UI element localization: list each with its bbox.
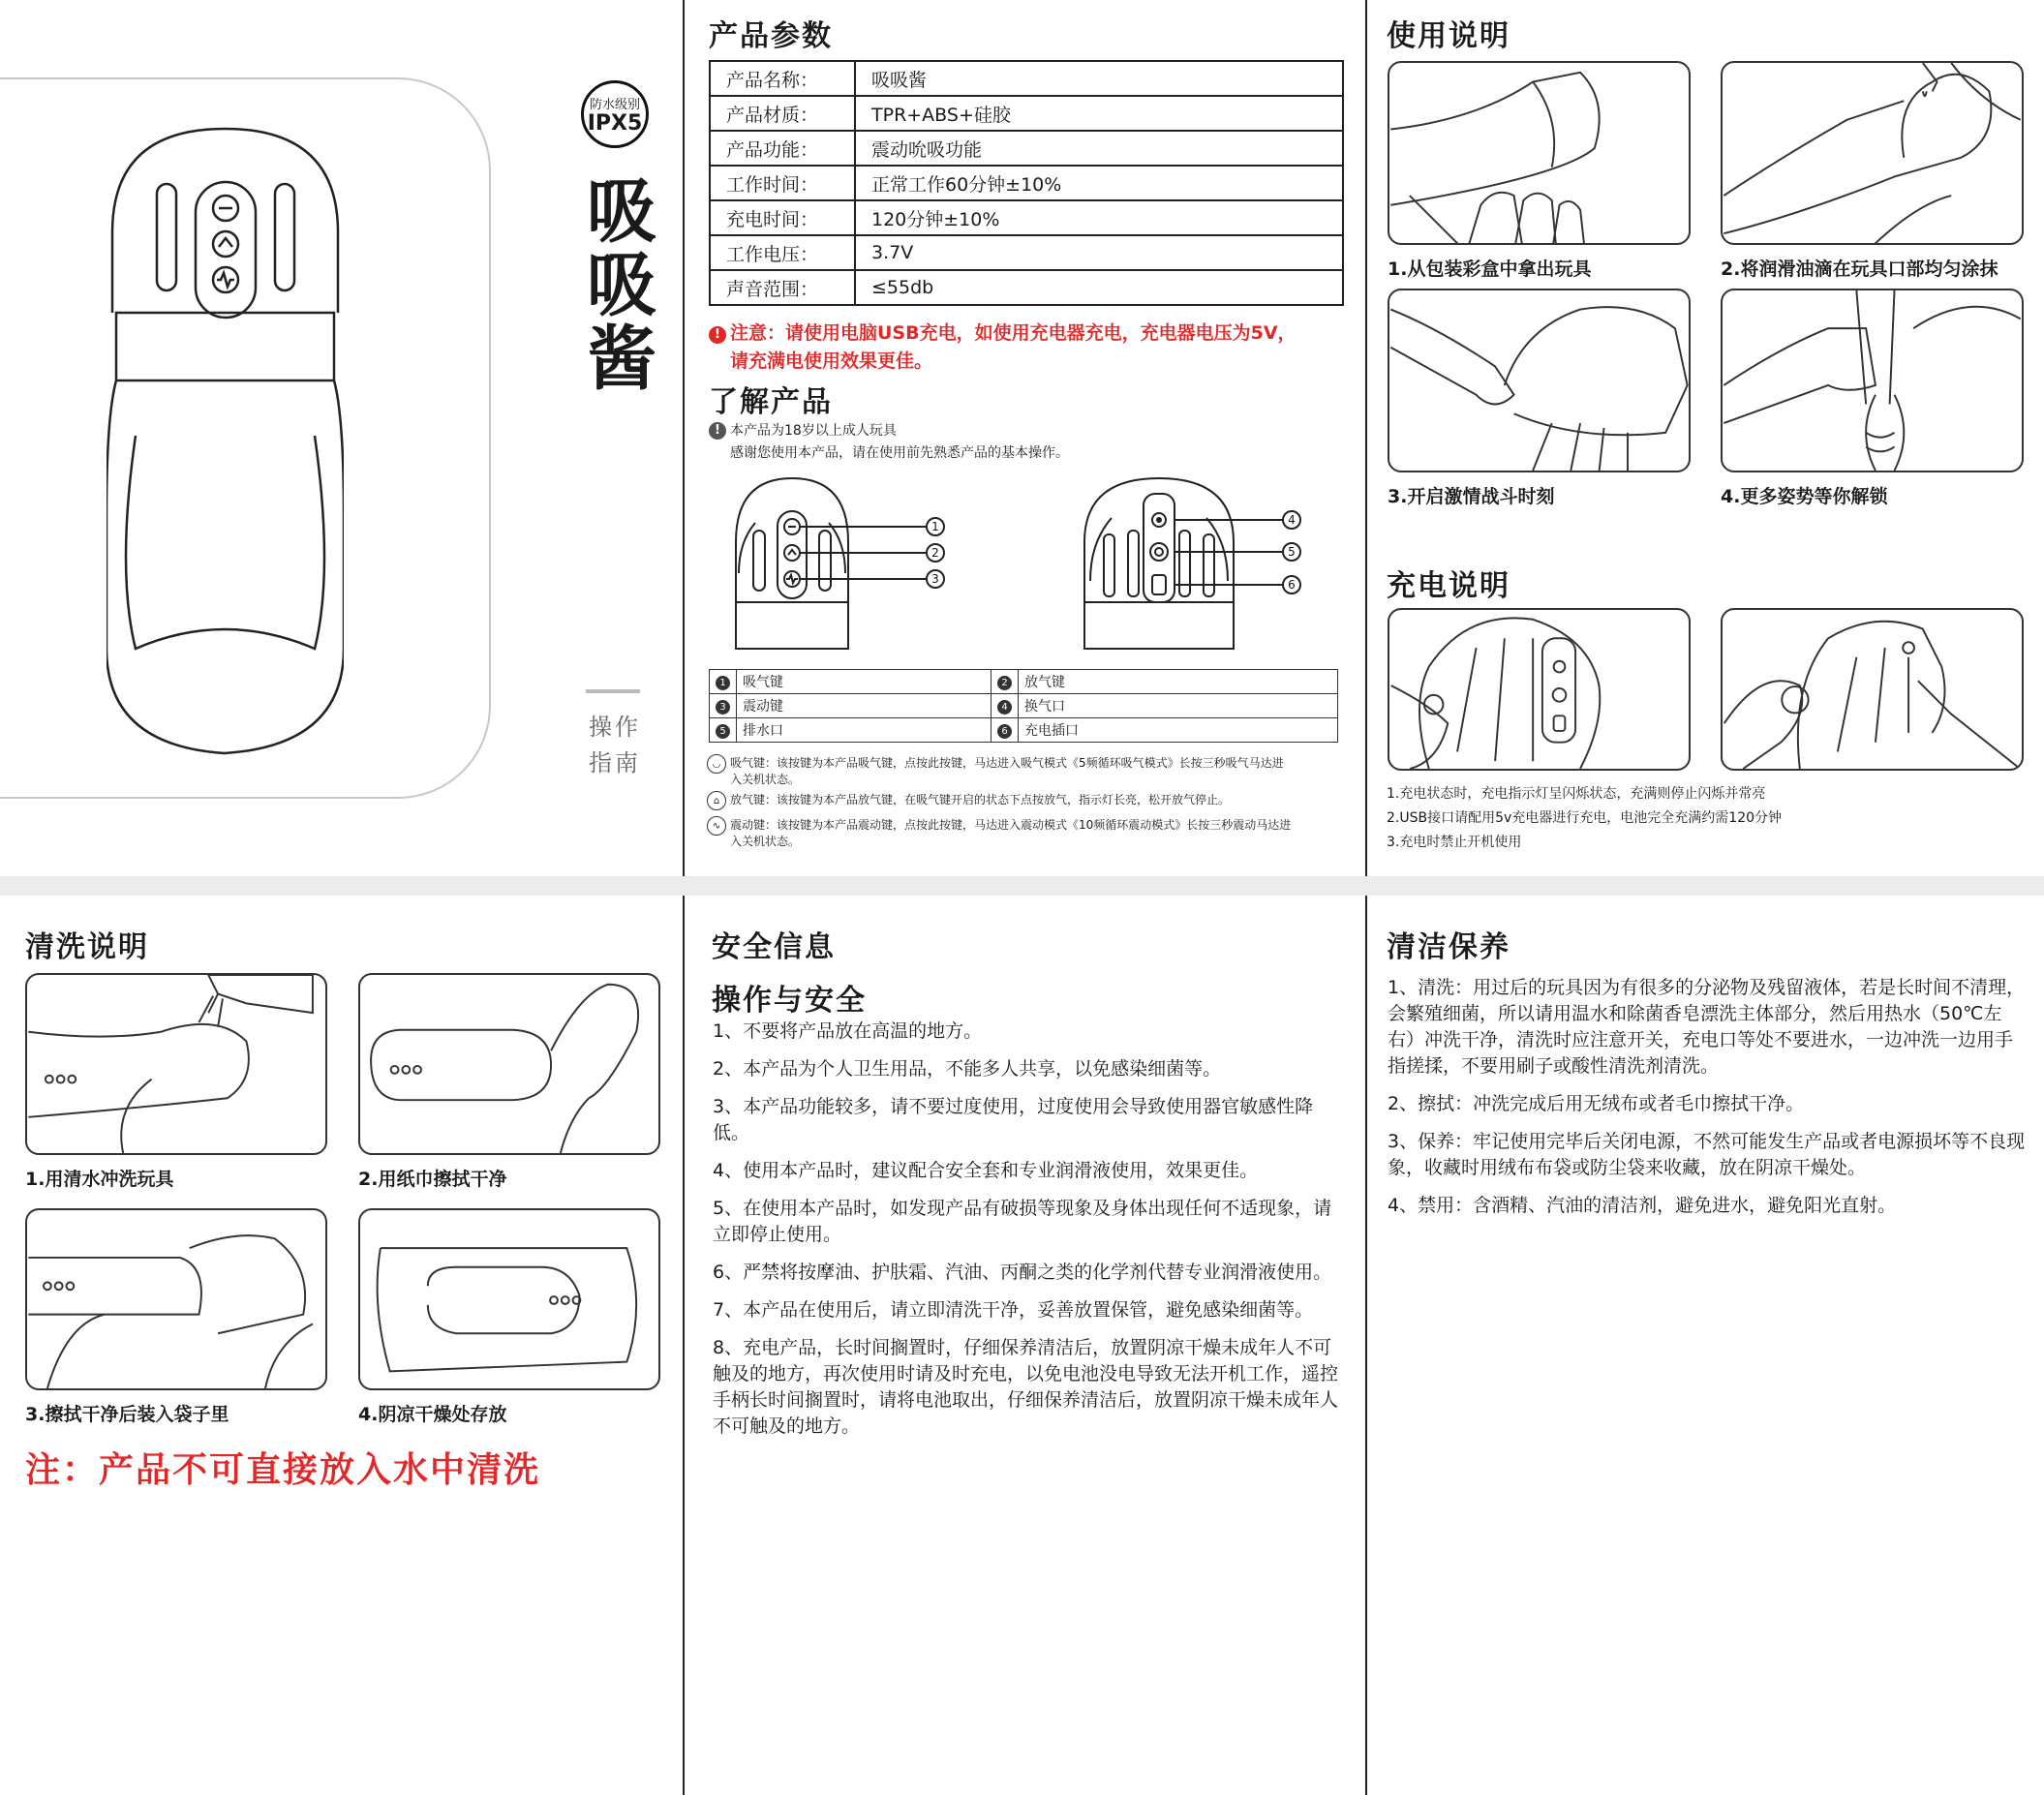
param-key: 充电时间： <box>710 200 855 235</box>
note-line: 3.充电时禁止开机使用 <box>1387 835 1522 850</box>
release-icon: ⌂ <box>707 791 726 810</box>
note-line: 1.充电状态时，充电指示灯呈闪烁状态，充满则停止闪烁并常亮 <box>1387 786 1766 802</box>
key-number: 6 <box>997 724 1012 739</box>
usage-caption-4: 4.更多姿势等你解锁 <box>1721 486 1888 507</box>
product-outline-illustration <box>107 126 344 760</box>
use-toy-drawing <box>1389 290 1689 471</box>
wipe-toy-drawing <box>360 975 658 1153</box>
key-number: 5 <box>716 724 730 739</box>
callout-5: 5 <box>1288 545 1296 559</box>
water-warning: 注：产品不可直接放入水中清洗 <box>25 1450 541 1490</box>
key-label: 充电插口 <box>1019 718 1338 743</box>
warning-text: 注意：请使用电脑USB充电，如使用充电器充电，充电器电压为5V， <box>730 322 1297 344</box>
usage-step-4-illustration <box>1721 289 2024 472</box>
badge-rating: IPX5 <box>587 111 643 136</box>
safety-subheading: 操作与安全 <box>712 984 867 1018</box>
rinse-toy-drawing <box>27 975 325 1153</box>
intro-line: 本产品为18岁以上成人玩具 <box>730 423 897 439</box>
cleaning-step-2-illustration <box>358 973 660 1155</box>
callout-2: 2 <box>931 546 939 560</box>
cleaning-caption-2: 2.用纸巾擦拭干净 <box>358 1169 507 1190</box>
note-line: 2.USB接口请配用5v充电器进行充电，电池完全充满约需120分钟 <box>1387 810 1783 826</box>
callout-6: 6 <box>1288 578 1296 592</box>
safety-list <box>713 1019 1342 1451</box>
product-title: 吸吸酱 <box>575 174 656 395</box>
back-diagram <box>1083 474 1310 654</box>
stored-toy-drawing <box>360 1210 658 1388</box>
desc-line: 震动键：该按键为本产品震动键，点按此按键，马达进入震动模式《10频循环震动模式》长按三秒震动马达进 <box>730 818 1292 832</box>
list-item: 5、在使用本产品时，如发现产品有破损等现象及身体出现任何不适现象，请立即停止使用。 <box>713 1198 1332 1245</box>
vibe-icon: ∿ <box>707 816 726 836</box>
cleaning-caption-1: 1.用清水冲洗玩具 <box>25 1169 174 1190</box>
vibe-key-description <box>707 817 1351 850</box>
table-row <box>710 235 1343 270</box>
usage-step-2-illustration <box>1721 61 2024 245</box>
lube-drip-drawing <box>1723 63 2022 243</box>
param-key: 工作电压： <box>710 235 855 270</box>
table-row <box>710 61 1343 96</box>
param-value: 震动吮吸功能 <box>855 131 1343 166</box>
key-label: 排水口 <box>737 718 991 743</box>
table-row <box>710 694 1338 718</box>
charging-port-drawing <box>1389 610 1689 769</box>
divider <box>586 689 640 693</box>
list-item: 4、禁用：含酒精、汽油的清洁剂，避免进水，避免阳光直射。 <box>1388 1195 1897 1216</box>
sheet-top <box>0 0 2044 876</box>
fold-line <box>683 0 685 876</box>
list-item: 1、不要将产品放在高温的地方。 <box>713 1020 983 1042</box>
list-item: 4、使用本产品时，建议配合安全套和专业润滑液使用，效果更佳。 <box>713 1160 1259 1181</box>
understand-heading: 了解产品 <box>709 385 833 419</box>
charging-illustration-2 <box>1721 608 2024 771</box>
waterproof-badge <box>581 80 649 148</box>
param-value: 正常工作60分钟±10% <box>855 166 1343 200</box>
hand-holding-toy-drawing <box>1389 63 1689 243</box>
intro-line: 感谢您使用本产品，请在使用前先熟悉产品的基本操作。 <box>730 445 1069 461</box>
cleaning-heading: 清洗说明 <box>25 930 149 964</box>
cleaning-caption-3: 3.擦拭干净后装入袋子里 <box>25 1404 229 1425</box>
table-row <box>710 131 1343 166</box>
usage-caption-1: 1.从包装彩盒中拿出玩具 <box>1388 259 1592 280</box>
param-key: 产品名称： <box>710 61 855 96</box>
table-row <box>710 670 1338 694</box>
list-item: 8、充电产品，长时间搁置时，仔细保养清洁后，放置阴凉干燥未成年人不可触及的地方，再次使用时请及时充电，以免电池没电导致无法开机工作，遥控手柄长时间搁置时，请将电池取出，仔细保养清洁后，放置阴凉干燥未成年人不可触及的地方。 <box>713 1337 1339 1437</box>
intro-text <box>709 420 1069 465</box>
cover-panel <box>0 0 683 876</box>
list-item: 3、本产品功能较多，请不要过度使用，过度使用会导致使用器官敏感性降低。 <box>713 1096 1314 1143</box>
cleaning-caption-4: 4.阴凉干燥处存放 <box>358 1404 507 1425</box>
info-icon: ! <box>709 326 726 344</box>
table-row <box>710 200 1343 235</box>
desc-line: 吸气键：该按键为本产品吸气键，点按此按键，马达进入吸气模式《5频循环吸气模式》长按三秒吸气马达进 <box>730 756 1284 770</box>
param-value: TPR+ABS+硅胶 <box>855 96 1343 131</box>
key-number: 2 <box>997 676 1012 690</box>
more-positions-drawing <box>1723 290 2022 471</box>
care-list <box>1388 975 2027 1231</box>
care-heading: 清洁保养 <box>1387 930 1510 964</box>
params-table <box>709 60 1344 306</box>
info-icon: ! <box>709 422 726 440</box>
callout-3: 3 <box>931 572 939 586</box>
usage-step-3-illustration <box>1388 289 1691 472</box>
param-key: 声音范围： <box>710 270 855 305</box>
safety-heading: 安全信息 <box>712 930 836 964</box>
table-row <box>710 96 1343 131</box>
charging-heading: 充电说明 <box>1387 569 1510 603</box>
cleaning-step-4-illustration <box>358 1208 660 1390</box>
key-label: 震动键 <box>737 694 991 718</box>
release-key-description <box>707 792 1351 810</box>
desc-line: 入关机状态。 <box>730 835 801 848</box>
key-label: 放气键 <box>1019 670 1338 694</box>
param-key: 产品功能： <box>710 131 855 166</box>
list-item: 2、本产品为个人卫生用品，不能多人共享，以免感染细菌等。 <box>713 1058 1222 1080</box>
list-item: 1、清洗：用过后的玩具因为有很多的分泌物及残留液体，若是长时间不清理，会繁殖细菌，所以请用温水和除菌香皂漂洗主体部分，然后用热水（50℃左右）冲洗干净，清洗时应注意开关，充电口等处不要进水，一边冲洗一边用手指搓揉，不要用刷子或酸性清洗剂清洗。 <box>1388 977 2026 1077</box>
suck-key-description <box>707 755 1351 788</box>
badge-caption: 防水级别 <box>589 98 640 112</box>
key-label: 吸气键 <box>737 670 991 694</box>
guide-label: 操作指南 <box>589 714 641 776</box>
list-item: 2、擦拭：冲洗完成后用无绒布或者毛巾擦拭干净。 <box>1388 1093 1805 1114</box>
key-number: 3 <box>716 700 730 715</box>
fold-line <box>1365 0 1367 876</box>
warning-text: 请充满电使用效果更佳。 <box>730 350 933 372</box>
front-diagram <box>731 474 992 654</box>
usage-caption-2: 2.将润滑油滴在玩具口部均匀涂抹 <box>1721 259 1998 280</box>
usage-caption-3: 3.开启激情战斗时刻 <box>1388 486 1555 507</box>
list-item: 3、保养：牢记使用完毕后关闭电源，不然可能发生产品或者电源损坏等不良现象，收藏时用绒布布袋或防尘袋来收藏，放在阴凉干燥处。 <box>1388 1131 2026 1178</box>
callout-1: 1 <box>931 520 939 533</box>
key-number: 4 <box>997 700 1012 715</box>
charging-cable-drawing <box>1723 610 2022 769</box>
charging-illustration-1 <box>1388 608 1691 771</box>
key-label: 换气口 <box>1019 694 1338 718</box>
params-heading: 产品参数 <box>709 19 833 53</box>
table-row <box>710 270 1343 305</box>
bag-toy-drawing <box>27 1210 325 1388</box>
param-value: 120分钟±10% <box>855 200 1343 235</box>
fold-line <box>1365 896 1367 1795</box>
callout-4: 4 <box>1288 513 1296 527</box>
charging-notes <box>1387 782 1782 855</box>
param-key: 工作时间： <box>710 166 855 200</box>
table-row <box>710 718 1338 743</box>
suck-icon: ◡ <box>707 754 726 774</box>
param-value: 吸吸酱 <box>855 61 1343 96</box>
param-key: 产品材质： <box>710 96 855 131</box>
table-row <box>710 166 1343 200</box>
fold-line <box>683 896 685 1795</box>
usage-heading: 使用说明 <box>1387 19 1510 53</box>
key-number: 1 <box>716 676 730 690</box>
usb-warning <box>709 319 1348 376</box>
list-item: 7、本产品在使用后，请立即清洗干净，妥善放置保管，避免感染细菌等。 <box>713 1299 1314 1321</box>
cleaning-step-3-illustration <box>25 1208 327 1390</box>
desc-line: 入关机状态。 <box>730 773 801 786</box>
usage-step-1-illustration <box>1388 61 1691 245</box>
cleaning-step-1-illustration <box>25 973 327 1155</box>
desc-line: 放气键：该按键为本产品放气键，在吸气键开启的状态下点按放气，指示灯长亮，松开放气停止。 <box>730 793 1231 806</box>
param-value: ≤55db <box>855 270 1343 305</box>
list-item: 6、严禁将按摩油、护肤霜、汽油、丙酮之类的化学剂代替专业润滑液使用。 <box>713 1262 1332 1283</box>
keys-table <box>709 669 1338 743</box>
param-value: 3.7V <box>855 235 1343 270</box>
